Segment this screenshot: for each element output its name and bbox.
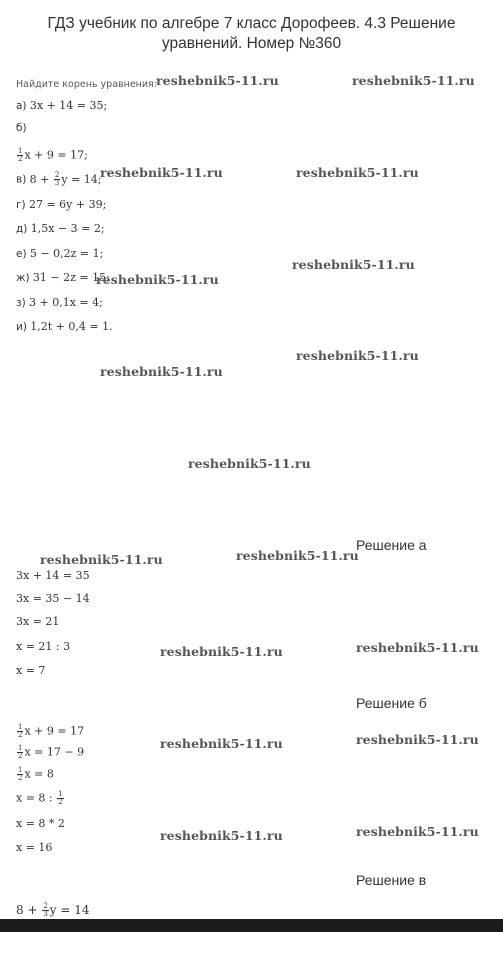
task-label: з)	[16, 297, 26, 309]
task-label: г)	[16, 199, 26, 211]
solution-step: x = 21 : 3	[16, 640, 71, 653]
task-equation: 3 + 0,1x = 4;	[29, 296, 103, 309]
solution-step: $\frac{1}{2}$ x = 8	[18, 766, 54, 782]
watermark: reshebnik5-11.ru	[352, 73, 475, 88]
solution-step: 3x = 35 − 14	[16, 592, 90, 605]
solution-step: x = 7	[16, 664, 46, 677]
task-equation: 27 = 6y + 39;	[28, 198, 107, 211]
task-item-g	[16, 198, 106, 211]
watermark: reshebnik5-11.ru	[236, 548, 359, 563]
watermark: reshebnik5-11.ru	[96, 272, 219, 287]
task-equation: 1,5x − 3 = 2;	[30, 222, 105, 235]
watermark: reshebnik5-11.ru	[160, 736, 283, 751]
solution-a-title: Решение а	[356, 537, 427, 553]
watermark: reshebnik5-11.ru	[100, 165, 223, 180]
watermark: reshebnik5-11.ru	[160, 828, 283, 843]
watermark: reshebnik5-11.ru	[188, 456, 311, 471]
task-equation: 3x + 14 = 35;	[29, 99, 108, 112]
solution-step: x = 8 : $\frac{1}{2}$	[16, 790, 63, 806]
watermark: reshebnik5-11.ru	[292, 257, 415, 272]
watermark: reshebnik5-11.ru	[156, 73, 279, 88]
task-item-i	[16, 320, 113, 333]
task-item-z	[16, 296, 103, 309]
solution-step: x = 16	[16, 841, 53, 854]
watermark: reshebnik5-11.ru	[296, 165, 419, 180]
solution-step: 3x + 14 = 35	[16, 569, 90, 582]
fraction: $\frac{1}{2}$	[18, 766, 23, 782]
watermark: reshebnik5-11.ru	[356, 732, 479, 747]
task-item-v: в) 8 + $\frac{2}{3}$ y = 14;	[16, 171, 102, 187]
fraction: $\frac{2}{3}$	[54, 171, 60, 187]
task-item-e	[16, 247, 103, 260]
task-label: ж)	[16, 272, 30, 284]
bottom-bar	[0, 919, 503, 932]
watermark: reshebnik5-11.ru	[356, 824, 479, 839]
task-label: и)	[16, 321, 27, 333]
task-item-b	[16, 122, 27, 134]
watermark: reshebnik5-11.ru	[160, 644, 283, 659]
task-prompt: Найдите корень уравнения:	[16, 79, 157, 90]
task-item-d	[16, 222, 105, 235]
watermark: reshebnik5-11.ru	[40, 552, 163, 567]
solution-step: x = 8 * 2	[16, 817, 65, 830]
solution-b-title: Решение б	[356, 695, 427, 711]
fraction: $\frac{1}{2}$	[18, 147, 23, 163]
task-equation: 31 − 2z = 15;	[32, 271, 110, 284]
watermark: reshebnik5-11.ru	[356, 640, 479, 655]
task-equation: 5 − 0,2z = 1;	[29, 247, 104, 260]
task-item-b-equation: $\frac{1}{2}$ x + 9 = 17;	[18, 147, 88, 163]
page-title: ГДЗ учебник по алгебре 7 класс Дорофеев. 4.3 Решение уравнений. Номер №360	[47, 15, 456, 52]
task-label: е)	[16, 248, 27, 260]
task-label: а)	[16, 100, 27, 112]
solution-v-title: Решение в	[356, 872, 427, 888]
fraction: $\frac{2}{3}$	[43, 902, 48, 918]
fraction: $\frac{1}{2}$	[18, 723, 23, 739]
task-label: в)	[16, 173, 27, 186]
task-label: д)	[16, 223, 28, 235]
task-item-a	[16, 99, 107, 112]
fraction: $\frac{1}{2}$	[58, 790, 63, 806]
watermark: reshebnik5-11.ru	[100, 364, 223, 379]
task-equation: 1,2t + 0,4 = 1.	[30, 320, 113, 333]
watermark: reshebnik5-11.ru	[296, 348, 419, 363]
fraction: $\frac{1}{2}$	[18, 744, 23, 760]
solution-step: 3x = 21	[16, 615, 60, 628]
solution-step: $\frac{1}{2}$ x = 17 − 9	[18, 744, 85, 760]
task-label: б)	[16, 122, 27, 134]
solution-step: $\frac{1}{2}$ x + 9 = 17	[18, 723, 85, 739]
solution-step: 8 + $\frac{2}{3}$ y = 14	[16, 902, 90, 918]
